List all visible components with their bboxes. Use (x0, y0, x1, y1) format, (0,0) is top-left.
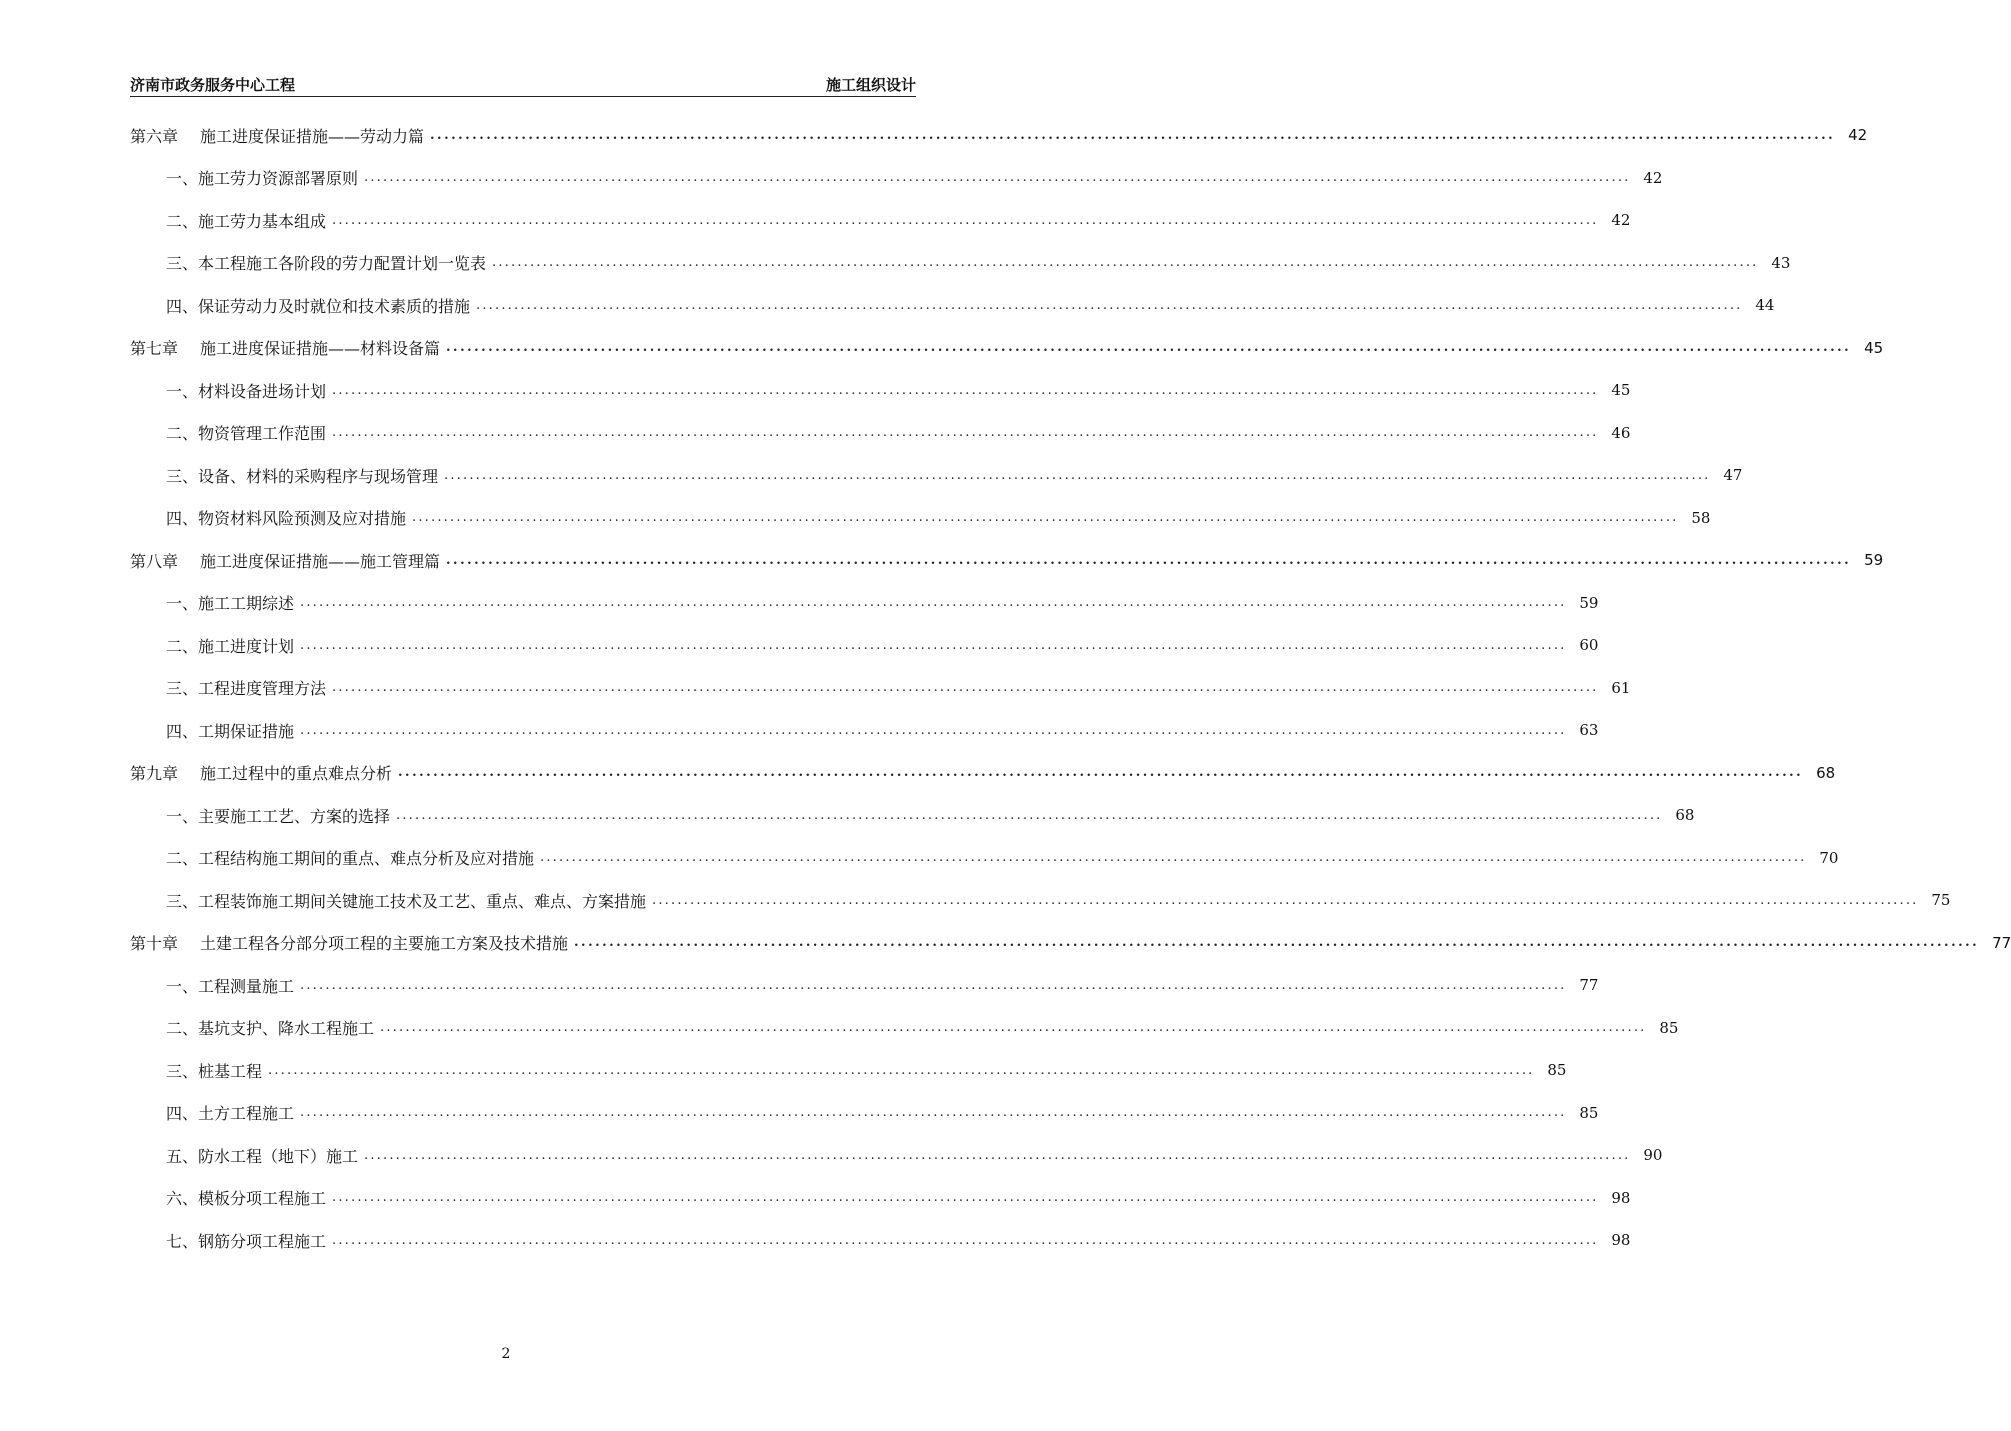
toc-entry-label (166, 464, 438, 487)
toc-page-number: 46 (1611, 423, 1631, 442)
dot-leader: ........................................................................................................................................................................................................ (364, 170, 1631, 186)
toc-entry-label (166, 634, 294, 657)
toc-section-entry[interactable] (130, 837, 1839, 880)
dot-leader: ........................................................................................................................................................................................................ (332, 1232, 1599, 1248)
toc-page-number: 45 (1864, 338, 1884, 357)
chapter-number: 第六章 (130, 126, 179, 146)
dot-leader: ........................................................................................................................................................................................................ (446, 340, 1852, 356)
page-number: 2 (501, 1346, 511, 1362)
toc-page-number: 61 (1611, 678, 1631, 697)
dot-leader: ........................................................................................................................................................................................................ (396, 807, 1663, 823)
toc-section-entry[interactable] (130, 157, 1663, 200)
toc-entry-label (166, 846, 534, 869)
toc-entry-label (166, 591, 294, 614)
toc-entry-title: 施工进度保证措施——材料设备篇 (200, 339, 441, 359)
toc-section-entry[interactable] (130, 879, 1951, 922)
toc-entry-label (166, 294, 470, 317)
toc-entry-title: 二、基坑支护、降水工程施工 (166, 1019, 375, 1039)
toc-entry-label (166, 421, 326, 444)
dot-leader: ........................................................................................................................................................................................................ (332, 680, 1599, 696)
toc-page-number: 90 (1643, 1146, 1663, 1165)
toc-chapter-entry[interactable] (130, 539, 1884, 582)
dot-leader: ........................................................................................................................................................................................................ (398, 765, 1804, 781)
toc-chapter-entry[interactable] (130, 752, 1836, 795)
toc-section-entry[interactable] (130, 709, 1599, 752)
toc-entry-title: 四、保证劳动力及时就位和技术素质的措施 (166, 296, 471, 316)
toc-entry-label (166, 974, 294, 997)
toc-entry-label (166, 251, 486, 274)
dot-leader: ........................................................................................................................................................................................................ (574, 935, 1980, 951)
toc-chapter-entry[interactable] (130, 327, 1884, 370)
toc-page-number: 45 (1611, 381, 1631, 400)
dot-leader: ........................................................................................................................................................................................................ (412, 510, 1679, 526)
toc-page-number: 75 (1931, 891, 1951, 910)
dot-leader: ........................................................................................................................................................................................................ (300, 1105, 1567, 1121)
toc-page-number: 77 (1992, 933, 2011, 952)
toc-page-number: 85 (1659, 1018, 1679, 1037)
toc-page-number: 44 (1755, 296, 1775, 315)
toc-section-entry[interactable] (130, 497, 1711, 540)
toc-section-entry[interactable] (130, 1007, 1679, 1050)
chapter-number: 第八章 (130, 551, 179, 571)
toc-section-entry[interactable] (130, 454, 1743, 497)
dot-leader: ........................................................................................................................................................................................................ (300, 595, 1567, 611)
toc-section-entry[interactable] (130, 199, 1631, 242)
toc-section-entry[interactable] (130, 1134, 1663, 1177)
toc-entry-label (166, 889, 646, 912)
toc-entry-title: 三、设备、材料的采购程序与现场管理 (166, 466, 439, 486)
dot-leader: ........................................................................................................................................................................................................ (380, 1020, 1647, 1036)
toc-entry-label (166, 1016, 374, 1039)
toc-page-number: 77 (1579, 976, 1599, 995)
toc-section-entry[interactable] (130, 242, 1791, 285)
toc-entry-title: 施工进度保证措施——施工管理篇 (200, 551, 441, 571)
toc-page-number: 59 (1864, 551, 1884, 570)
toc-section-entry[interactable] (130, 794, 1695, 837)
toc-entry-label (130, 124, 424, 147)
dot-leader: ........................................................................................................................................................................................................ (364, 1147, 1631, 1163)
toc-entry-label (166, 1059, 262, 1082)
toc-section-entry[interactable] (130, 369, 1631, 412)
toc-entry-title: 一、材料设备进场计划 (166, 381, 327, 401)
toc-section-entry[interactable] (130, 1219, 1631, 1262)
toc-entry-label (130, 931, 568, 954)
toc-page-number: 43 (1771, 253, 1791, 272)
toc-section-entry[interactable] (130, 412, 1631, 455)
toc-section-entry[interactable] (130, 667, 1631, 710)
toc-entry-title: 二、施工进度计划 (166, 636, 295, 656)
toc-entry-title: 七、钢筋分项工程施工 (166, 1231, 327, 1251)
dot-leader: ........................................................................................................................................................................................................ (300, 977, 1567, 993)
toc-entry-title: 一、工程测量施工 (166, 976, 295, 996)
dot-leader: ........................................................................................................................................................................................................ (332, 425, 1599, 441)
toc-entry-label (166, 209, 326, 232)
toc-page-number: 63 (1579, 721, 1599, 740)
toc-page-number: 98 (1611, 1231, 1631, 1250)
toc-entry-label (166, 1144, 358, 1167)
toc-page-number: 60 (1579, 636, 1599, 655)
toc-entry-title: 二、施工劳力基本组成 (166, 211, 327, 231)
toc-entry-title: 三、工程进度管理方法 (166, 679, 327, 699)
dot-leader: ........................................................................................................................................................................................................ (492, 255, 1759, 271)
toc-entry-title: 三、工程装饰施工期间关键施工技术及工艺、重点、难点、方案措施 (166, 891, 647, 911)
toc-section-entry[interactable] (130, 1177, 1631, 1220)
toc-page-number: 47 (1723, 466, 1743, 485)
dot-leader: ........................................................................................................................................................................................................ (444, 467, 1711, 483)
dot-leader: ........................................................................................................................................................................................................ (476, 297, 1743, 313)
toc-entry-title: 施工进度保证措施——劳动力篇 (200, 126, 425, 146)
toc-entry-label (166, 506, 406, 529)
chapter-number: 第十章 (130, 934, 179, 954)
dot-leader: ........................................................................................................................................................................................................ (332, 212, 1599, 228)
dot-leader: ........................................................................................................................................................................................................ (652, 892, 1919, 908)
toc-entry-label (166, 1101, 294, 1124)
toc-entry-label (130, 336, 440, 359)
toc-entry-label (166, 166, 358, 189)
toc-entry-label (166, 379, 326, 402)
toc-page-number: 68 (1675, 806, 1695, 825)
toc-page-number: 68 (1816, 763, 1836, 782)
toc-entry-label (166, 1186, 326, 1209)
chapter-number: 第九章 (130, 764, 179, 784)
dot-leader: ........................................................................................................................................................................................................ (430, 127, 1836, 143)
toc-section-entry[interactable] (130, 1092, 1599, 1135)
toc-entry-title: 一、施工工期综述 (166, 594, 295, 614)
dot-leader: ........................................................................................................................................................................................................ (332, 1190, 1599, 1206)
chapter-number: 第七章 (130, 339, 179, 359)
toc-entry-title: 施工过程中的重点难点分析 (200, 764, 393, 784)
toc-entry-label (166, 676, 326, 699)
toc-entry-title: 一、施工劳力资源部署原则 (166, 169, 359, 189)
toc-entry-title: 三、本工程施工各阶段的劳力配置计划一览表 (166, 254, 487, 274)
toc-entry-title: 四、物资材料风险预测及应对措施 (166, 509, 407, 529)
toc-section-entry[interactable] (130, 1049, 1567, 1092)
dot-leader: ........................................................................................................................................................................................................ (332, 382, 1599, 398)
toc-entry-title: 二、工程结构施工期间的重点、难点分析及应对措施 (166, 849, 535, 869)
dot-leader: ........................................................................................................................................................................................................ (446, 552, 1852, 568)
project-title: 济南市政务服务中心工程 (130, 76, 296, 94)
toc-page-number: 70 (1819, 848, 1839, 867)
table-of-contents (130, 114, 2011, 1262)
dot-leader: ........................................................................................................................................................................................................ (540, 850, 1807, 866)
toc-page-number: 85 (1579, 1103, 1599, 1122)
toc-entry-label (166, 804, 390, 827)
dot-leader: ........................................................................................................................................................................................................ (268, 1062, 1535, 1078)
toc-entry-title: 四、工期保证措施 (166, 721, 295, 741)
toc-page-number: 58 (1691, 508, 1711, 527)
toc-chapter-entry[interactable] (130, 114, 1868, 157)
toc-section-entry[interactable] (130, 582, 1599, 625)
page-header (130, 68, 916, 97)
toc-entry-title: 土建工程各分部分项工程的主要施工方案及技术措施 (200, 934, 569, 954)
dot-leader: ........................................................................................................................................................................................................ (300, 722, 1567, 738)
toc-entry-title: 六、模板分项工程施工 (166, 1189, 327, 1209)
toc-section-entry[interactable] (130, 624, 1599, 667)
toc-entry-title: 三、桩基工程 (166, 1061, 263, 1081)
toc-section-entry[interactable] (130, 964, 1599, 1007)
toc-entry-title: 二、物资管理工作范围 (166, 424, 327, 444)
toc-page-number: 42 (1611, 211, 1631, 230)
toc-page-number: 85 (1547, 1061, 1567, 1080)
toc-chapter-entry[interactable] (130, 922, 2011, 965)
toc-entry-title: 四、土方工程施工 (166, 1104, 295, 1124)
toc-page-number: 59 (1579, 593, 1599, 612)
toc-entry-title: 一、主要施工工艺、方案的选择 (166, 806, 391, 826)
toc-entry-label (130, 761, 392, 784)
toc-section-entry[interactable] (130, 284, 1775, 327)
toc-entry-title: 五、防水工程（地下）施工 (166, 1146, 359, 1166)
document-title: 施工组织设计 (825, 76, 916, 94)
toc-entry-label (166, 1229, 326, 1252)
dot-leader: ........................................................................................................................................................................................................ (300, 637, 1567, 653)
toc-entry-label (166, 719, 294, 742)
toc-page-number: 42 (1643, 168, 1663, 187)
toc-page-number: 42 (1848, 126, 1868, 145)
toc-page-number: 98 (1611, 1188, 1631, 1207)
toc-entry-label (130, 549, 440, 572)
